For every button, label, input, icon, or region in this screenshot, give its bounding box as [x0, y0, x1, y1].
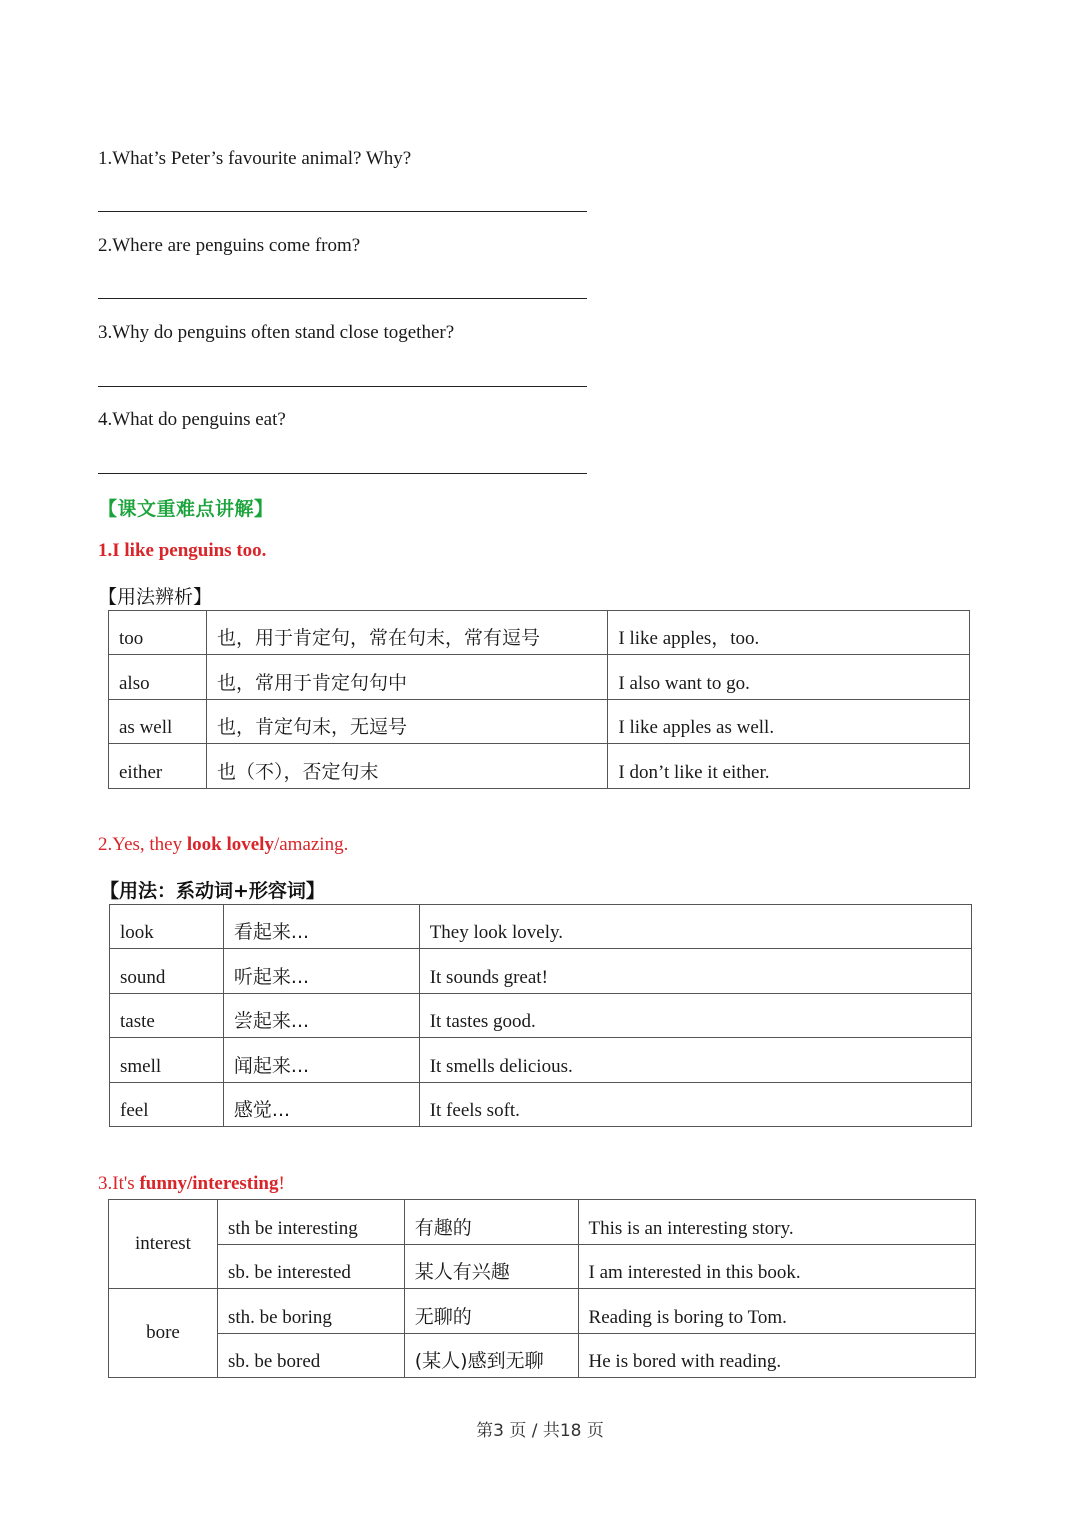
answer-line-3	[98, 386, 587, 387]
question-2: 2.Where are penguins come from?	[98, 235, 361, 256]
verb-cell: sound	[110, 949, 224, 994]
meaning-cell: 也（不），否定句末	[206, 744, 607, 789]
point-2-bold: look lovely	[186, 834, 274, 855]
table-3	[108, 1199, 976, 1378]
table-row	[109, 1245, 976, 1289]
table-row	[110, 949, 972, 994]
meaning-cell: 也，用于肯定句，常在句末，常有逗号	[206, 611, 607, 655]
point-2-suffix: /amazing.	[273, 834, 349, 855]
meaning-cell: 听起来...	[223, 949, 419, 994]
verb-cell: feel	[110, 1083, 224, 1127]
word-cell: either	[109, 744, 207, 789]
table-row	[110, 1083, 972, 1127]
meaning-cell: 也，肯定句末，无逗号	[206, 700, 607, 744]
table-2-heading: 【用法：系动词+形容词】	[100, 880, 325, 902]
point-1-title: 1.I like penguins too.	[98, 540, 267, 561]
example-cell: He is bored with reading.	[578, 1334, 975, 1378]
table-row	[110, 994, 972, 1038]
pattern-cell: sb. be interested	[217, 1245, 404, 1289]
table-row	[110, 905, 972, 949]
meaning-cell: 感觉...	[223, 1083, 419, 1127]
table-row	[109, 611, 970, 655]
meaning-cell: 某人有兴趣	[404, 1245, 578, 1289]
point-3-prefix: 3.It's	[98, 1173, 140, 1194]
example-cell: I like apples，too.	[608, 611, 970, 655]
root-word-cell: bore	[109, 1289, 218, 1378]
meaning-cell: (某人)感到无聊	[404, 1334, 578, 1378]
example-cell: It feels soft.	[419, 1083, 971, 1127]
pattern-cell: sth be interesting	[217, 1200, 404, 1245]
table-row	[109, 744, 970, 789]
page-footer: 第3 页 / 共18 页	[476, 1421, 604, 1441]
verb-cell: smell	[110, 1038, 224, 1083]
point-3-suffix: !	[278, 1173, 285, 1194]
example-cell: I like apples as well.	[608, 700, 970, 744]
pattern-cell: sb. be bored	[217, 1334, 404, 1378]
word-cell: too	[109, 611, 207, 655]
point-2-title	[98, 834, 348, 856]
word-cell: as well	[109, 700, 207, 744]
example-cell: This is an interesting story.	[578, 1200, 975, 1245]
word-cell: also	[109, 655, 207, 700]
meaning-cell: 尝起来...	[223, 994, 419, 1038]
question-4: 4.What do penguins eat?	[98, 409, 286, 430]
verb-cell: taste	[110, 994, 224, 1038]
example-cell: I don’t like it either.	[608, 744, 970, 789]
section-title: 【课文重难点讲解】	[98, 498, 274, 520]
table-row	[109, 1200, 976, 1245]
table-1-heading: 【用法辨析】	[98, 586, 213, 608]
example-cell: They look lovely.	[419, 905, 971, 949]
answer-line-4	[98, 473, 587, 474]
point-3-bold: funny/interesting	[139, 1173, 279, 1194]
point-2-prefix: 2.Yes, they	[98, 834, 187, 855]
verb-cell: look	[110, 905, 224, 949]
meaning-cell: 有趣的	[404, 1200, 578, 1245]
table-2	[109, 904, 972, 1127]
question-1: 1.What’s Peter’s favourite animal? Why?	[98, 148, 412, 169]
example-cell: Reading is boring to Tom.	[578, 1289, 975, 1334]
meaning-cell: 看起来...	[223, 905, 419, 949]
answer-line-2	[98, 298, 587, 299]
table-row	[109, 1334, 976, 1378]
pattern-cell: sth. be boring	[217, 1289, 404, 1334]
example-cell: It smells delicious.	[419, 1038, 971, 1083]
example-cell: It sounds great!	[419, 949, 971, 994]
example-cell: I also want to go.	[608, 655, 970, 700]
example-cell: It tastes good.	[419, 994, 971, 1038]
table-row	[109, 1289, 976, 1334]
root-word-cell: interest	[109, 1200, 218, 1289]
table-1	[108, 610, 970, 789]
table-row	[109, 655, 970, 700]
meaning-cell: 也，常用于肯定句句中	[206, 655, 607, 700]
table-row	[110, 1038, 972, 1083]
example-cell: I am interested in this book.	[578, 1245, 975, 1289]
question-3: 3.Why do penguins often stand close together?	[98, 322, 455, 343]
meaning-cell: 无聊的	[404, 1289, 578, 1334]
answer-line-1	[98, 211, 587, 212]
point-3-title	[98, 1173, 285, 1195]
table-row	[109, 700, 970, 744]
meaning-cell: 闻起来...	[223, 1038, 419, 1083]
